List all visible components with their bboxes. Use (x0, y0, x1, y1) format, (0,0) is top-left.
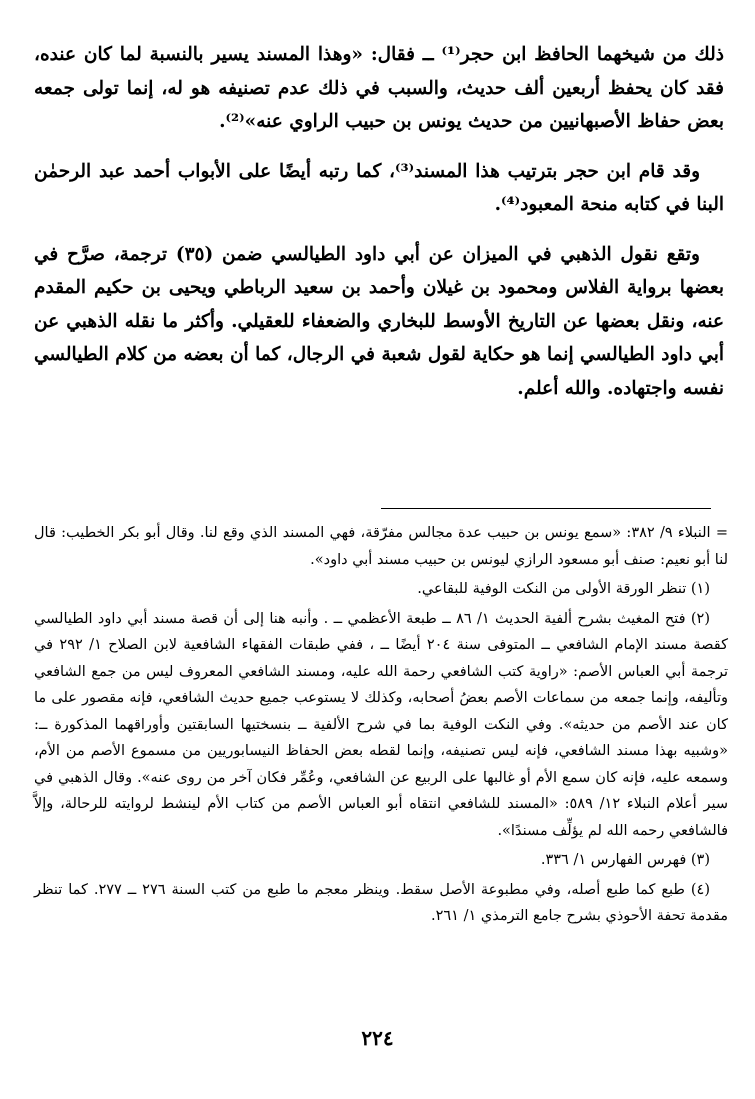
footnote-separator (381, 508, 711, 509)
footnote-3: (٣) فهرس الفهارس ١/ ٣٣٦. (540, 852, 710, 868)
footnotes (34, 520, 728, 933)
page-number: ٢٢٤ (361, 1026, 394, 1050)
footnote-2: (٢) فتح المغيث بشرح ألفية الحديث ١/ ٨٦ ــ طبعة الأعظمي ــ . وأنبه هنا إلى أن قصة مسند أبي داود الطيالسي كقصة مسند الإمام الشافعي ــ المتوفى سنة ٢٠٤ أيضًا ــ ، ففي طبقات الفقهاء الشافعية لابن الصلاح ١/ ٢٩٢ في ترجمة أبي العباس الأصم: «راوية كتب الشافعي رحمة الله عليه، ومسند الشافعي المعروف ليس من جمع الشافعي وتأليفه، وإنما جمعه من سماعات الأصم بعضُ أصحابه، وكذلك لا يستوعب جميع حديث الشافعي، فإنه مقصور على ما كان عند الأصم من حديثه». وفي النكت الوفية بما في شرح الألفية ــ بنسختيها السابقتين وأوراقهما المذكورة ــ: «وشبيه بهذا مسند الشافعي، فإنه ليس تصنيفه، وإنما لقطه بعض الحفاظ النيسابوريين من مسموع الأصم من الأم، وسمعه عليه، فإنه كان سمع الأم أو غالبها على الربيع عن الشافعي، وعُمِّر فكان آخر من روى عنه». وقال الذهبي في سير أعلام النبلاء ١٢/ ٥٨٩: «المسند للشافعي انتقاه أبو العباس الأصم من كتاب الأم لينشط لروايته للرحالة، وإلاَّ فالشافعي رحمه الله لم يؤلِّف مسندًا». (34, 610, 728, 839)
paragraph-1: ذلك من شيخهما الحافظ ابن حجر⁽¹⁾ ــ فقال: «وهذا المسند يسير بالنسبة لما كان عنده، فقد كان يحفظ أربعين ألف حديث، والسبب في ذلك عدم تصنيفه هو له، إنما تولى جمعه بعض حفاظ الأصبهانيين من حديث يونس بن حبيب الراوي عنه»⁽²⁾. (34, 44, 724, 132)
footnote-4: (٤) طبع كما طبع أصله، وفي مطبوعة الأصل سقط. وينظر معجم ما طبع من كتب السنة ٢٧٦ ــ ٢٧٧. كما تنظر مقدمة تحفة الأحوذي بشرح جامع الترمذي ١/ ٢٦١. (34, 881, 728, 924)
main-text (34, 38, 724, 421)
footnote-continuation: = النبلاء ٩/ ٣٨٢: «سمع يونس بن حبيب عدة مجالس مفرّقة، فهي المسند الذي وقع لنا. وقال أبو بكر الخطيب: قال لنا أبو نعيم: صنف أبو مسعود الرازي ليونس بن حبيب مسند أبي داود». (34, 525, 728, 568)
paragraph-2: وقد قام ابن حجر بترتيب هذا المسند⁽³⁾، كما رتبه أيضًا على الأبواب أحمد عبد الرحمٰن البنا في كتابه منحة المعبود⁽⁴⁾. (34, 160, 724, 215)
paragraph-3: وتقع نقول الذهبي في الميزان عن أبي داود الطيالسي ضمن (٣٥) ترجمة، صرَّح في بعضها برواية الفلاس ومحمود بن غيلان وأحمد بن سعيد الرباطي ويحيى بن حكيم المقدم عنه، ونقل بعضها عن التاريخ الأوسط للبخاري والضعفاء للعقيلي. وأكثر ما نقله الذهبي عن أبي داود الطيالسي إنما هو حكاية لقول شعبة في الرجال، كما أن بعضه من كلام الطيالسي نفسه واجتهاده. والله أعلم. (34, 243, 724, 399)
footnote-1: (١) تنظر الورقة الأولى من النكت الوفية للبقاعي. (417, 581, 710, 597)
